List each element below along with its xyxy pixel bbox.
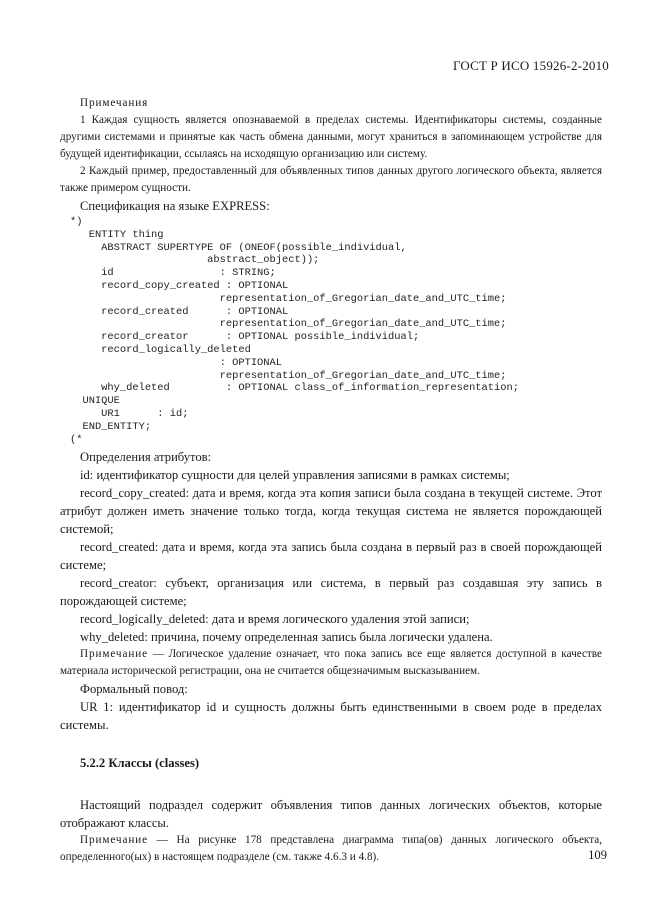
attributes-label: Определения атрибутов: [80, 450, 212, 465]
attr-record-creator: record_creator: субъект, организация или система, в первый раз создавшая эту запись в порождающей системе; [60, 576, 602, 609]
note-2: 2 Каждый пример, предоставленный для объявленных типов данных другого логического объекта, является также примером сущности. [60, 165, 602, 194]
document-code: ГОСТ Р ИСО 15926-2-2010 [452, 58, 609, 73]
formal-text: UR 1: идентификатор id и сущность должны быть единственными в своем роде в пределах системы. [60, 700, 602, 733]
page-number: 109 [588, 848, 607, 862]
section-paragraph: Настоящий подраздел содержит объявления типов данных логических объектов, которые отображают классы. [60, 798, 602, 831]
formal-label: Формальный повод: [80, 682, 188, 697]
section-note-label: Примечание [80, 834, 148, 847]
note-1: 1 Каждая сущность является опознаваемой в пределах системы. Идентификаторы системы, созданные другими системами и принятые как часть обмена данными, могут храниться в запоминающем устройстве для будущей идентификации, ссылаясь на исходящую организацию или систему. [60, 114, 602, 160]
attr-id: id: идентификатор сущности для целей управления записями в рамках системы; [80, 468, 510, 483]
section-note-text: — На рисунке 178 представлена диаграмма типа(ов) данных логического объекта, определенного(ых) в настоящем подразделе (см. также 4.6.3 и 4.8). [60, 834, 602, 864]
section-note [60, 832, 602, 866]
attributes-note-text: — Логическое удаление означает, что пока запись все еще является доступной в качестве материала исторической регистрации, она не считается общезначимым высказыванием. [60, 648, 602, 678]
notes-title: Примечания [80, 97, 149, 109]
attr-why-deleted: why_deleted: причина, почему определенная запись была логически удалена. [80, 630, 493, 645]
page-content [60, 95, 602, 866]
attributes-note-label: Примечание [80, 648, 148, 661]
attr-record-copy-created: record_copy_created: дата и время, когда эта копия записи была создана в текущей системе. Этот атрибут должен иметь значение только тогда, когда текущая система не является порождающей системой; [60, 486, 602, 537]
attr-record-logically-deleted: record_logically_deleted: дата и время логического удаления этой записи; [80, 612, 470, 627]
attributes-note [60, 646, 602, 680]
express-code-block: *) ENTITY thing ABSTRACT SUPERTYPE OF (ONEOF(possible_individual, abstract_object)); id : STRING; record_copy_created : OPTIONAL representation_of_Gregorian_date_and_UTC_time; record_created : OPTIONAL representation_of_Gregorian_date_and_UTC_time; record_creator : OPTIONAL possible_individual; record_logically_deleted : OPTIONAL representation_of_Gregorian_date_and_UTC_time; why_deleted : OPTIONAL class_of_information_representation; UNIQUE UR1 : id; END_ENTITY; (* [70, 216, 519, 446]
section-heading: 5.2.2 Классы (classes) [80, 756, 200, 771]
attr-record-created: record_created: дата и время, когда эта запись была создана в первый раз в своей порождающей системе; [60, 540, 602, 573]
express-label: Спецификация на языке EXPRESS: [80, 199, 270, 213]
